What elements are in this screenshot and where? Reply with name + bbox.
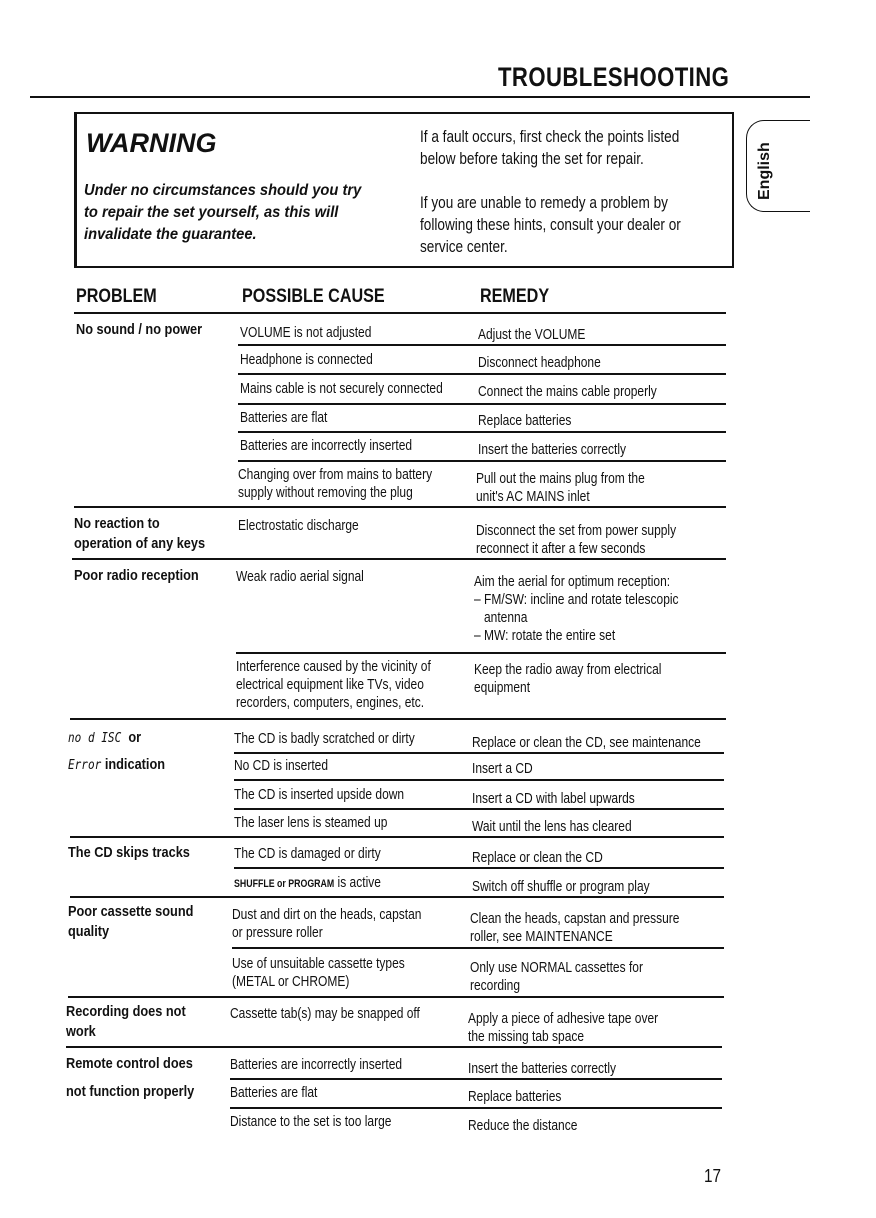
cause-cell: Headphone is connected: [240, 351, 373, 368]
section-divider: [74, 506, 726, 508]
cause-cell: Mains cable is not securely connected: [240, 380, 443, 397]
row-divider: [234, 808, 724, 810]
remedy-cell: Replace batteries: [468, 1088, 562, 1105]
remedy-cell: Wait until the lens has cleared: [472, 818, 632, 835]
remedy-cell: Insert a CD: [472, 760, 533, 777]
cause-cell: No CD is inserted: [234, 757, 329, 774]
problem-label: The CD skips tracks: [68, 844, 190, 861]
problem-label: Recording does not work: [66, 1003, 186, 1040]
display-text: no d ISC: [68, 731, 122, 746]
remedy-cell: Apply a piece of adhesive tape over the missing tab space: [468, 1010, 659, 1045]
row-divider: [238, 431, 726, 433]
problem-label: Poor cassette sound quality: [68, 903, 194, 940]
column-header-problem: PROBLEM: [76, 286, 157, 307]
remedy-cell: Replace or clean the CD: [472, 849, 603, 866]
cause-cell: Distance to the set is too large: [230, 1113, 392, 1130]
remedy-cell: Connect the mains cable properly: [478, 383, 657, 400]
remedy-cell: Insert the batteries correctly: [468, 1060, 617, 1077]
row-divider: [238, 373, 726, 375]
cause-cell: Dust and dirt on the heads, capstan or pressure roller: [232, 906, 422, 941]
row-divider: [230, 1078, 722, 1080]
remedy-cell: Clean the heads, capstan and pressure roller, see MAINTENANCE: [470, 910, 680, 945]
cause-cell: Batteries are flat: [240, 409, 328, 426]
warning-line: invalidate the guarantee.: [84, 226, 257, 243]
remedy-cell: Insert the batteries correctly: [478, 441, 627, 458]
cause-cell: The CD is badly scratched or dirty: [234, 730, 415, 747]
cause-cell: Interference caused by the vicinity of electrical equipment like TVs, video recorders, computers, engines, etc.: [236, 658, 431, 711]
remedy-cell: Replace or clean the CD, see maintenance: [472, 734, 701, 751]
remedy-cell: Pull out the mains plug from the unit's AC MAINS inlet: [476, 470, 645, 505]
header-rule-2: [74, 312, 726, 314]
section-divider: [72, 558, 726, 560]
cause-cell: Changing over from mains to battery supply without removing the plug: [238, 466, 433, 501]
remedy-cell: Keep the radio away from electrical equipment: [474, 661, 662, 696]
cause-cell: Use of unsuitable cassette types (METAL or CHROME): [232, 955, 405, 990]
display-text: Error: [68, 758, 102, 773]
cause-cell: Cassette tab(s) may be snapped off: [230, 1005, 420, 1022]
problem-label: No sound / no power: [76, 321, 203, 338]
intro-paragraph-1: If a fault occurs, first check the points listed below before taking the set for repair.: [420, 127, 680, 168]
remedy-cell: Replace batteries: [478, 412, 572, 429]
column-header-remedy: REMEDY: [480, 286, 550, 307]
row-divider: [238, 460, 726, 462]
remedy-cell: Only use NORMAL cassettes for recording: [470, 959, 643, 994]
page-title: TROUBLESHOOTING: [498, 62, 730, 92]
header-rule: [30, 96, 810, 98]
language-label: English: [756, 142, 773, 200]
row-divider: [238, 403, 726, 405]
intro-paragraph-2: If you are unable to remedy a problem by following these hints, consult your dealer or service center.: [420, 193, 681, 256]
cause-cell: The CD is damaged or dirty: [234, 845, 381, 862]
cause-cell: Electrostatic discharge: [238, 517, 359, 534]
page-number: 17: [704, 1166, 722, 1186]
remedy-cell: Disconnect the set from power supply reconnect it after a few seconds: [476, 522, 677, 557]
warning-line: to repair the set yourself, as this will: [84, 204, 339, 221]
cause-cell: The CD is inserted upside down: [234, 786, 405, 803]
remedy-cell: Reduce the distance: [468, 1117, 578, 1134]
row-divider: [230, 1107, 722, 1109]
problem-label: Poor radio reception: [74, 567, 199, 584]
row-divider: [236, 652, 726, 654]
cause-cell: Weak radio aerial signal: [236, 568, 364, 585]
cause-cell: Batteries are incorrectly inserted: [240, 437, 413, 454]
cause-cell: Batteries are flat: [230, 1084, 318, 1101]
cause-cell: VOLUME is not adjusted: [240, 324, 372, 341]
problem-label: No reaction to operation of any keys: [74, 515, 206, 552]
section-divider: [66, 1046, 722, 1048]
remedy-cell: Adjust the VOLUME: [478, 326, 586, 343]
remedy-cell: Disconnect headphone: [478, 354, 601, 371]
column-header-cause: POSSIBLE CAUSE: [242, 286, 385, 307]
row-divider: [234, 867, 724, 869]
section-divider: [70, 836, 724, 838]
problem-label: Remote control does not function properly: [66, 1055, 195, 1100]
warning-line: Under no circumstances should you try: [84, 182, 362, 199]
row-divider: [238, 344, 726, 346]
warning-text: [84, 180, 378, 246]
section-divider: [68, 996, 724, 998]
remedy-cell: Insert a CD with label upwards: [472, 790, 635, 807]
cause-cell: SHUFFLE or PROGRAM is active: [234, 874, 381, 891]
row-divider: [234, 779, 724, 781]
section-divider: [70, 718, 726, 720]
row-divider: [232, 947, 724, 949]
cause-cell: The laser lens is steamed up: [234, 814, 388, 831]
remedy-cell: Switch off shuffle or program play: [472, 878, 650, 895]
problem-label: no d ISC or Error indication: [68, 729, 166, 773]
section-divider: [70, 896, 724, 898]
cause-cell: Batteries are incorrectly inserted: [230, 1056, 403, 1073]
warning-heading: WARNING: [86, 128, 217, 158]
remedy-cell: Aim the aerial for optimum reception: – FM/SW: incline and rotate telescopic antenna – MW: rotate the entire set: [474, 573, 679, 644]
row-divider: [234, 752, 724, 754]
